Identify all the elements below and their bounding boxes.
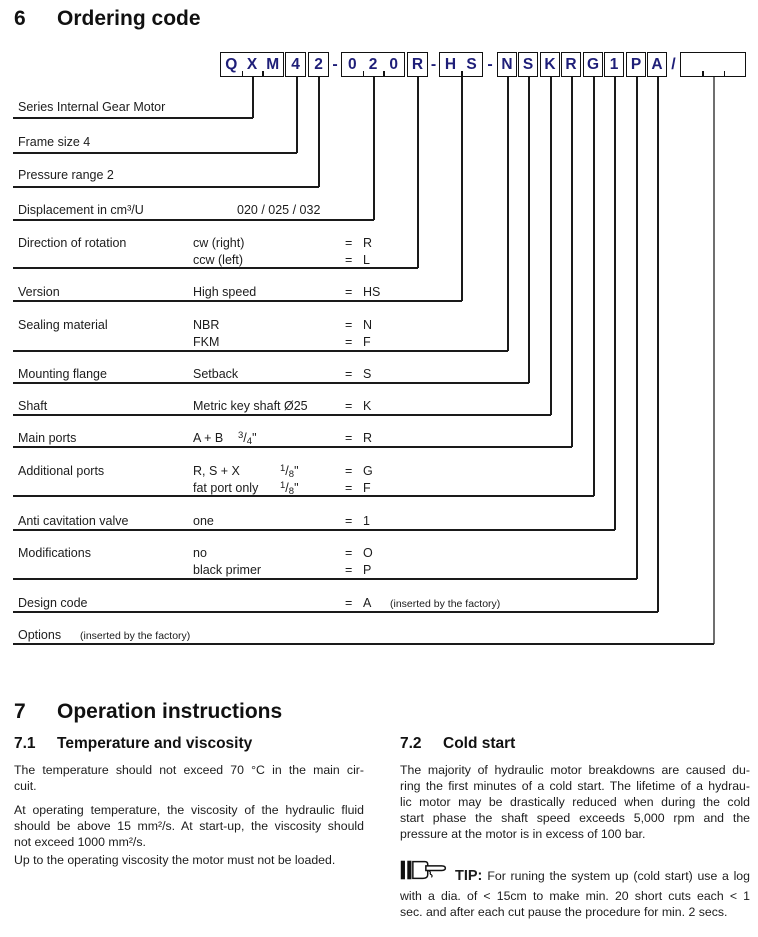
code-box-rotation	[407, 52, 428, 77]
code-char: N	[501, 56, 513, 73]
row-label: Mounting flange	[18, 367, 107, 381]
code-char: P	[630, 56, 642, 73]
code-char: H	[444, 56, 457, 73]
option-desc: R, S + X	[193, 464, 240, 478]
connector-anti-cavitation	[614, 77, 616, 530]
section-number: 7	[14, 700, 26, 723]
code-char: R	[565, 56, 577, 73]
row-label: Frame size 4	[18, 135, 91, 149]
equals-sign: =	[345, 252, 353, 267]
fraction: $^1$/8"	[280, 463, 299, 480]
code-char: G	[586, 56, 600, 73]
option-code: A	[363, 596, 372, 610]
code-char: M	[266, 56, 280, 73]
body-line: The majority of hydraulic motor breakdowns are caused du-	[400, 763, 750, 777]
option-code: P	[363, 562, 372, 577]
option-desc: fat port only	[193, 480, 259, 495]
body-line: At operating temperature, the viscosity of the hydraulic fluid	[14, 803, 364, 817]
row-label: Sealing material	[18, 318, 108, 332]
code-char: 0	[389, 56, 398, 73]
option-code: K	[363, 399, 372, 413]
equals-sign: =	[345, 546, 353, 560]
cell-divider-tick	[242, 71, 244, 76]
code-box-sealing	[497, 52, 517, 77]
cell-divider-tick	[461, 71, 463, 76]
code-char: A	[651, 56, 663, 73]
equals-sign: =	[345, 431, 353, 445]
body-line: Up to the operating viscosity the motor must not be loaded.	[14, 853, 336, 867]
code-separator-dash: -	[430, 55, 437, 73]
code-box-additional-ports	[583, 52, 603, 77]
row-label: Main ports	[18, 431, 77, 445]
code-char: S	[522, 56, 534, 73]
connector-sealing	[507, 77, 509, 351]
connector-modifications	[636, 77, 638, 579]
cell-divider-tick	[262, 71, 264, 76]
connector-pressure	[318, 77, 320, 187]
code-box-frame-size	[285, 52, 306, 77]
code-box-mounting-flange	[518, 52, 538, 77]
code-box-options	[680, 52, 746, 77]
code-separator-dash: -	[332, 55, 338, 73]
connector-options	[713, 77, 715, 644]
section-title: Ordering code	[57, 7, 201, 30]
connector-series	[252, 77, 254, 118]
row-label: Additional ports	[18, 464, 105, 478]
equals-sign: =	[345, 236, 353, 250]
row-label: Direction of rotation	[18, 236, 127, 250]
connector-displacement	[373, 77, 375, 220]
code-char: 2	[368, 56, 378, 73]
option-desc: FKM	[193, 334, 220, 349]
body-line: ring the first minutes of a cold start. The lifetime of a hydrau-	[400, 779, 750, 793]
option-code: R	[363, 236, 373, 250]
cell-divider-tick	[363, 71, 365, 76]
option-desc: black primer	[193, 562, 262, 577]
option-code: N	[363, 318, 373, 332]
row-label: Modifications	[18, 546, 91, 560]
equals-sign: =	[345, 562, 353, 577]
code-box-main-ports	[561, 52, 581, 77]
tip-block	[400, 857, 750, 927]
code-char: S	[466, 56, 477, 73]
code-separator-dash: -	[487, 55, 493, 73]
code-separator-slash: /	[671, 55, 676, 73]
code-char: R	[411, 56, 424, 73]
tip-first-line	[400, 868, 750, 885]
code-char: 0	[348, 56, 357, 73]
row-label: Version	[18, 285, 60, 299]
equals-sign: =	[345, 464, 353, 478]
option-desc: NBR	[193, 318, 220, 332]
rule-frame	[13, 152, 297, 154]
factory-note: (inserted by the factory)	[80, 630, 191, 642]
factory-note: (inserted by the factory)	[390, 597, 501, 610]
rule-series	[13, 117, 253, 119]
code-box-modifications	[626, 52, 646, 77]
subsection-title: Cold start	[443, 735, 516, 752]
body-line: not exceed 1000 mm²/s.	[14, 835, 146, 849]
cell-divider-tick	[702, 71, 704, 76]
option-desc: Setback	[193, 367, 239, 381]
option-desc: Metric key shaft Ø25	[193, 399, 308, 413]
code-box-pressure-range	[308, 52, 329, 77]
row-label: Pressure range 2	[18, 168, 114, 182]
body-line: The temperature should not exceed 70 °C in the main cir-	[14, 763, 364, 777]
option-desc: cw (right)	[193, 236, 245, 250]
equals-sign: =	[345, 318, 353, 332]
row-label: Options	[18, 628, 62, 642]
equals-sign: =	[345, 514, 353, 528]
code-char: Q	[225, 56, 238, 73]
section-number: 6	[14, 7, 26, 30]
code-box-design-code	[647, 52, 667, 77]
fraction: $^1$/8"	[280, 479, 299, 497]
equals-sign: =	[345, 334, 353, 349]
subsection-title: Temperature and viscosity	[57, 735, 253, 752]
connector-design-code	[657, 77, 659, 612]
code-char: 1	[609, 56, 619, 73]
body-line: cuit.	[14, 779, 37, 793]
option-code: L	[363, 252, 370, 267]
cell-divider-tick	[724, 71, 726, 76]
row-label: Series Internal Gear Motor	[18, 100, 166, 114]
equals-sign: =	[345, 285, 353, 299]
rule-displacement	[13, 219, 374, 221]
connector-frame	[296, 77, 298, 153]
equals-sign: =	[345, 596, 353, 610]
tip-label: TIP:	[455, 868, 483, 884]
body-line: with a dia. of < 15cm to make min. 20 short cuts each < 1	[400, 889, 750, 903]
code-char: X	[246, 56, 258, 73]
row-label: Displacement in cm³/U	[18, 203, 144, 217]
option-desc: A + B	[193, 431, 224, 445]
rule-options	[13, 643, 714, 645]
code-box-series	[220, 52, 284, 77]
body-line: start phase the shaft speed exceeds 5,000 rpm and the	[400, 811, 750, 825]
option-code: F	[363, 480, 371, 495]
option-desc: one	[193, 514, 214, 528]
option-code: F	[363, 334, 371, 349]
code-char: 2	[314, 56, 323, 73]
option-code: R	[363, 431, 373, 445]
equals-sign: =	[345, 480, 353, 495]
option-desc: no	[193, 546, 207, 560]
subsection-number: 7.1	[14, 735, 36, 752]
code-char: 4	[291, 56, 300, 73]
option-desc: ccw (left)	[193, 252, 243, 267]
body-line: For runing the system up (cold start) use a log	[487, 869, 750, 883]
equals-sign: =	[345, 399, 353, 413]
option-code: O	[363, 546, 373, 560]
option-code: G	[363, 464, 373, 478]
body-line: should be above 15 mm²/s. At start-up, the viscosity should	[14, 819, 364, 833]
body-line: pressure at the motor is in excess of 100 bar.	[400, 827, 646, 841]
fraction: $^3$/4"	[238, 430, 257, 447]
option-code: S	[363, 367, 372, 381]
equals-sign: =	[345, 367, 353, 381]
rule-pressure	[13, 186, 319, 188]
row-label: Shaft	[18, 399, 48, 413]
option-code: 1	[363, 514, 370, 528]
body-line: lic motor may be drastically reduced when during the cold	[400, 795, 750, 809]
row-label: Design code	[18, 596, 88, 610]
code-box-shaft	[540, 52, 560, 77]
option-code: HS	[363, 285, 381, 299]
row-value: 020 / 025 / 032	[237, 203, 321, 217]
body-line: sec. and after each cut pause the procedure for min. 2 secs.	[400, 905, 728, 919]
code-box-displacement	[341, 52, 405, 77]
option-desc: High speed	[193, 285, 257, 299]
code-char: K	[544, 56, 556, 73]
row-label: Anti cavitation valve	[18, 514, 129, 528]
code-box-anti-cavitation	[604, 52, 624, 77]
cell-divider-tick	[383, 71, 385, 76]
subsection-number: 7.2	[400, 735, 422, 752]
section-title: Operation instructions	[57, 700, 283, 723]
code-box-version	[439, 52, 483, 77]
